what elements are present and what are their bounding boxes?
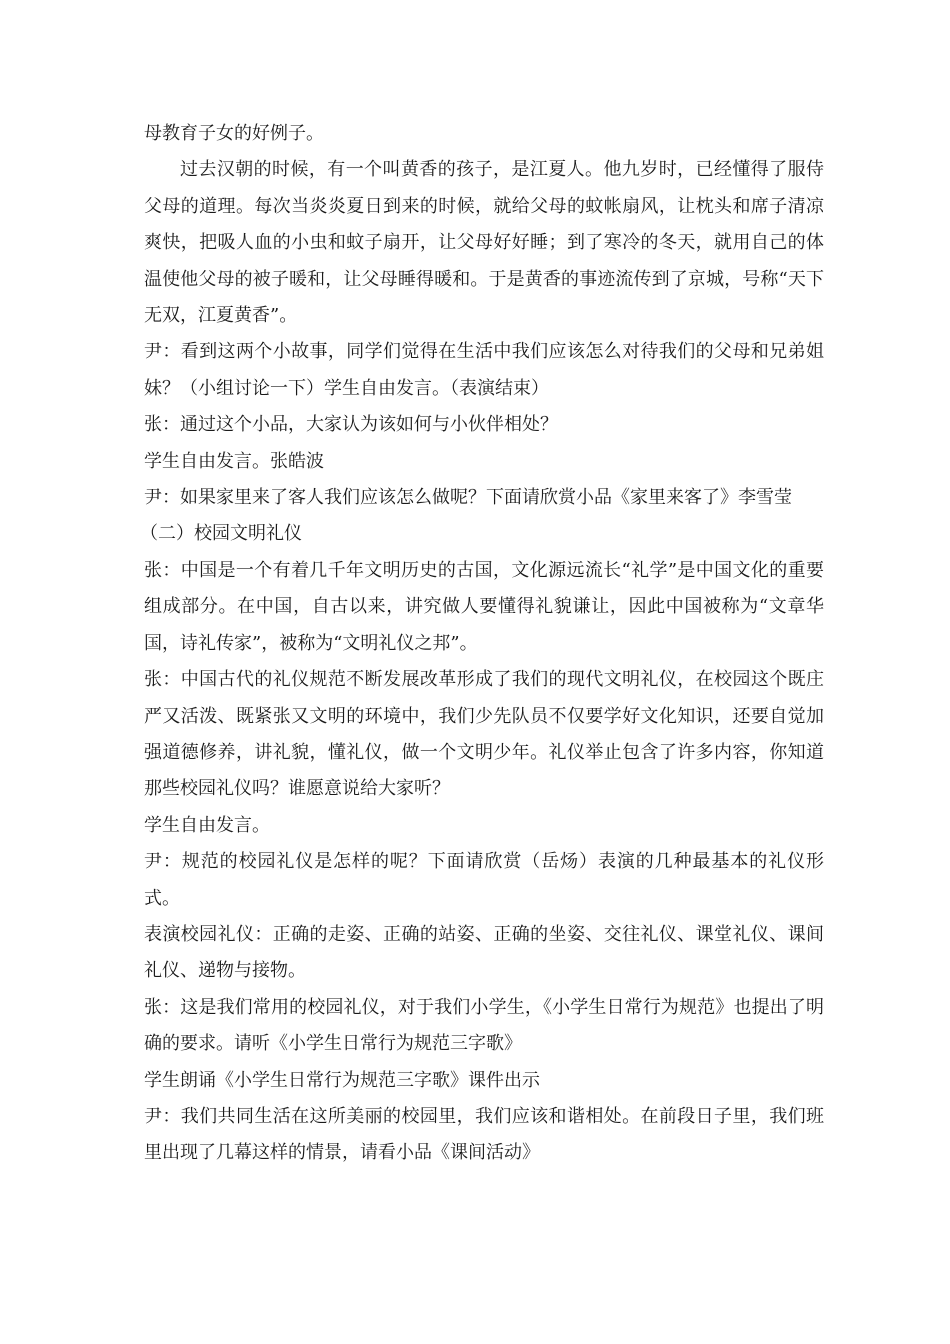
section-heading-campus-etiquette: （二）校园文明礼仪 [140, 523, 302, 545]
paragraph-yin-standard: 尹：规范的校园礼仪是怎样的呢？下面请欣赏（岳炀）表演的几种最基本的礼仪形式。 [144, 851, 824, 909]
paragraph-yin-guests: 尹：如果家里来了客人我们应该怎么做呢？下面请欣赏小品《家里来客了》李雪莹 [144, 487, 792, 509]
paragraph-recitation: 学生朗诵《小学生日常行为规范三字歌》课件出示 [144, 1069, 540, 1091]
paragraph-huangxiang-story: 过去汉朝的时候，有一个叫黄香的孩子，是江夏人。他九岁时，已经懂得了服侍父母的道理。每次当炎炎夏日到来的时候，就给父母的蚊帐扇风，让枕头和席子清凉爽快，把吸人血的小虫和蚊子扇开，让父母好好睡；到了寒冷的冬天，就用自己的体温使他父母的被子暖和，让父母睡得暖和。于是黄香的事迹流传到了京城，号称“天下无双，江夏黄香”。 [144, 159, 824, 327]
document-body [140, 116, 824, 1172]
paragraph-performance-list: 表演校园礼仪：正确的走姿、正确的站姿、正确的坐姿、交往礼仪、课堂礼仪、课间礼仪、递物与接物。 [144, 923, 824, 982]
paragraph-yin-discussion: 尹：看到这两个小故事，同学们觉得在生活中我们应该怎么对待我们的父母和兄弟姐妹？（小组讨论一下）学生自由发言。（表演结束） [144, 341, 824, 399]
paragraph-zhang-question: 张：通过这个小品，大家认为该如何与小伙伴相处？ [144, 414, 558, 436]
paragraph-continuation: 母教育子女的好例子。 [144, 123, 324, 144]
paragraph-student-speech: 学生自由发言。张皓波 [144, 450, 324, 472]
paragraph-zhang-norms: 张：这是我们常用的校园礼仪，对于我们小学生，《小学生日常行为规范》也提出了明确的要求。请听《小学生日常行为规范三字歌》 [144, 996, 824, 1055]
paragraph-zhang-modern-etiquette: 张：中国古代的礼仪规范不断发展改革形成了我们的现代文明礼仪，在校园这个既庄严又活泼、既紧张又文明的环境中，我们少先队员不仅要学好文化知识，还要自觉加强道德修养，讲礼貌，懂礼仪，做一个文明少年。礼仪举止包含了许多内容，你知道那些校园礼仪吗？谁愿意说给大家听？ [144, 669, 824, 800]
paragraph-zhang-china: 张：中国是一个有着几千年文明历史的古国，文化源远流长“礼学”是中国文化的重要组成部分。在中国，自古以来，讲究做人要懂得礼貌谦让，因此中国被称为“文章华国，诗礼传家”，被称为“文明礼仪之邦”。 [144, 559, 824, 654]
paragraph-yin-harmony: 尹：我们共同生活在这所美丽的校园里，我们应该和谐相处。在前段日子里，我们班里出现了几幕这样的情景，请看小品《课间活动》 [144, 1105, 824, 1164]
paragraph-student-speech-2: 学生自由发言。 [144, 814, 270, 836]
